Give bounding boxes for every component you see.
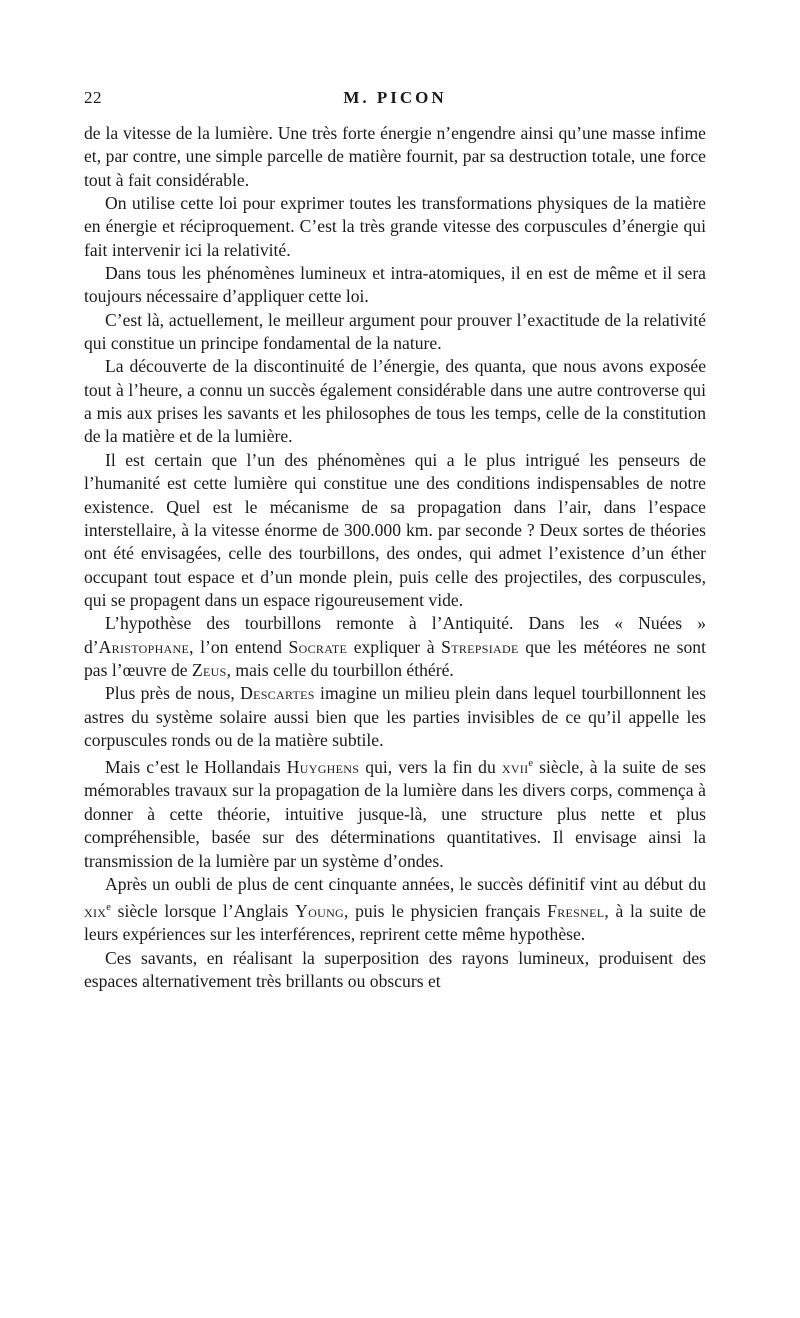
small-caps-name: Fresnel <box>547 901 605 922</box>
paragraph <box>84 873 706 947</box>
small-caps-name: Strepsiade <box>441 636 519 657</box>
small-caps-name: Zeus <box>191 659 227 680</box>
paragraph <box>84 309 706 356</box>
paragraph <box>84 612 706 682</box>
text-run: que les météores ne sont pas l’œuvre de <box>84 636 706 680</box>
text-run: siècle, à la suite de ses mémorables travaux sur la propagation de la lumière dans les divers corps, commença à donner à cette théorie, intuitive jusque-là, une structure plus nette et plus compréhensible, basée sur des déterminations quantitatives. Il envisage ainsi la transmission de la lumière par un système d’ondes. <box>84 757 706 871</box>
text-run: L’hypothèse des tourbillons remonte à l’Antiquité. Dans les « Nuées » d’ <box>84 613 706 657</box>
text-run: On utilise cette loi pour exprimer toutes les transformations physiques de la matière en énergie et réciproquement. C’est la très grande vitesse des corpuscules d’énergie qui fait intervenir ici la relativité. <box>84 193 706 260</box>
paragraph <box>84 449 706 612</box>
text-run: Dans tous les phénomènes lumineux et intra-atomiques, il en est de même et il sera toujours nécessaire d’appliquer cette loi. <box>84 263 706 307</box>
small-caps-name: Descartes <box>240 683 315 704</box>
small-caps-name: Huyghens <box>286 757 360 778</box>
body-text <box>84 122 706 993</box>
small-caps-name: Young <box>295 901 345 922</box>
paragraph <box>84 122 706 192</box>
text-run: La découverte de la discontinuité de l’énergie, des quanta, que nous avons exposée tout à l’heure, a connu un succès également considérable dans une autre controverse qui a mis aux prises les savants et les philosophes de tous les temps, celle de la constitution de la matière et de la lumière. <box>84 356 706 447</box>
text-run: de la vitesse de la lumière. Une très forte énergie n’engendre ainsi qu’une masse infime et, par contre, une simple parcelle de matière fournit, par sa destruction totale, une force tout à fait considérable. <box>84 123 706 190</box>
text-run: expliquer à <box>347 636 442 657</box>
paragraph <box>84 262 706 309</box>
paragraph <box>84 192 706 262</box>
paragraph <box>84 752 706 873</box>
text-run: Après un oubli de plus de cent cinquante années, le succès définitif vint au début du <box>105 873 706 894</box>
superscript: e <box>528 758 534 770</box>
small-caps-name: xix <box>84 901 107 922</box>
running-head: M. PICON <box>343 88 447 107</box>
paragraph <box>84 947 706 994</box>
superscript: e <box>106 902 111 914</box>
text-run: , à la suite de leurs expériences sur les interférences, reprirent cette même hypothèse. <box>84 901 706 945</box>
text-run: , puis le physicien français <box>344 901 548 922</box>
small-caps-name: xvii <box>501 757 529 778</box>
text-run: qui, vers la fin du <box>359 757 502 778</box>
text-run: , mais celle du tourbillon éthéré. <box>226 659 454 680</box>
text-run: , l’on entend <box>189 636 289 657</box>
page-number: 22 <box>84 88 102 107</box>
text-run: C’est là, actuellement, le meilleur argument pour prouver l’exactitude de la relativité qui constitue un principe fondamental de la nature. <box>84 309 706 354</box>
text-run: imagine un milieu plein dans lequel tourbillonnent les astres du système solaire aussi bien que les parties invisibles de ce qu’il appelle les corpuscules ronds ou de la matière subtile. <box>84 683 706 750</box>
small-caps-name: Socrate <box>288 636 348 657</box>
text-run: Ces savants, en réalisant la superposition des rayons lumineux, produisent des espaces alternativement très brillants ou obscurs et <box>84 947 706 992</box>
text-run: Il est certain que l’un des phénomènes qui a le plus intrigué les penseurs de l’humanité est cette lumière qui constitue une des conditions indispensables de notre existence. Quel est le mécanisme de sa propagation dans l’air, dans l’espace interstellaire, à la vitesse énorme de 300.000 km. par seconde ? Deux sortes de théories ont été envisagées, celle des tourbillons, des ondes, qui admet l’existence d’un éther occupant tout espace et d’un monde plein, puis celle des projectiles, des corpuscules, qui se propagent dans un espace rigoureusement vide. <box>84 449 706 610</box>
text-run: Mais c’est le Hollandais <box>105 757 287 778</box>
paragraph <box>84 355 706 448</box>
small-caps-name: Aristophane <box>98 636 190 657</box>
paragraph <box>84 682 706 752</box>
text-run: Plus près de nous, <box>105 683 241 704</box>
text-run: siècle lorsque l’Anglais <box>110 901 296 922</box>
page-header <box>84 88 706 116</box>
